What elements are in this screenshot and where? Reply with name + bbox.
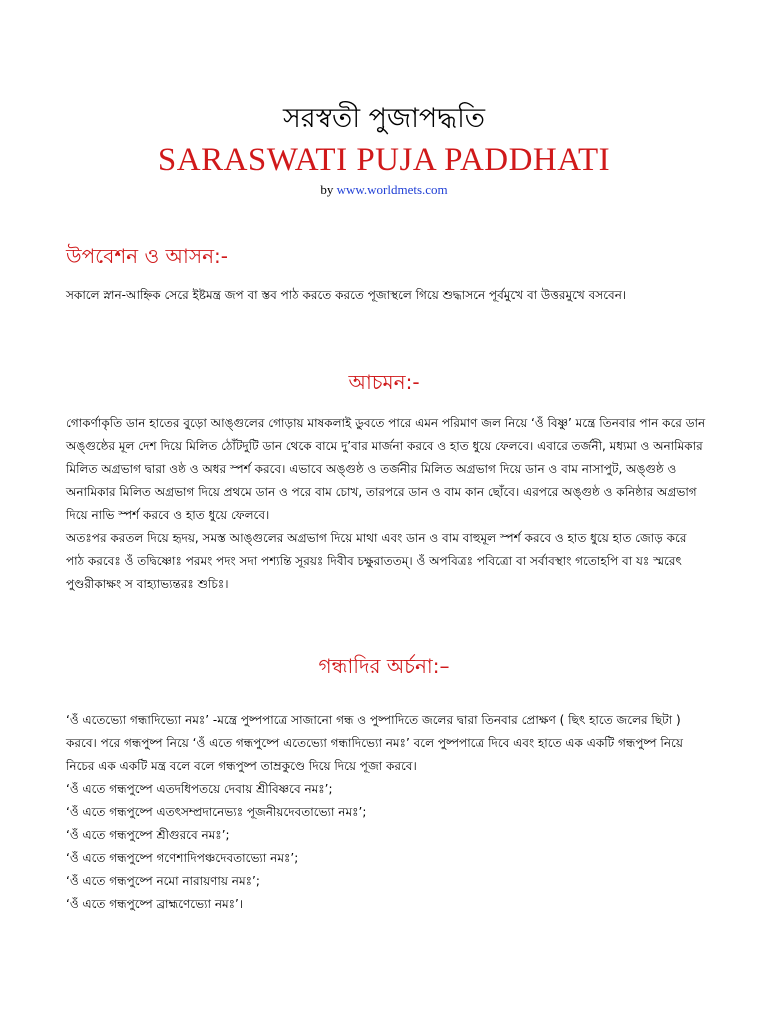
mantra-line: ‘ওঁ এতে গন্ধপুষ্পে গণেশাদিপঞ্চদেবতাভ্যো নমঃ’; xyxy=(66,851,299,865)
paragraph: ‘ওঁ এতেভ্যো গন্ধাদিভ্যো নমঃ’ -মন্ত্রে পুষ্পপাত্রে সাজানো গন্ধ ও পুষ্পাদিতে জলের দ্বারা তিনবার প্রোক্ষণ ( ছিৎ হাতে জলের ছিটা ) করবে। পরে গন্ধপুষ্প নিয়ে ‘ওঁ এতে গন্ধপুষ্পে এতেভ্যো গন্ধাদিভ্যো নমঃ’ বলে পুষ্পপাত্রে দিবে এবং হাতে এক একটি গন্ধপুষ্প নিয়ে নিচের এক একটি মন্ত্র বলে বলে গন্ধপুষ্প তাম্রকুণ্ডে দিয়ে দিয়ে পূজা করবে। xyxy=(66,713,683,773)
mantra-line: ‘ওঁ এতে গন্ধপুষ্পে এতদধিপতয়ে দেবায় শ্রীবিষ্ণবে নমঃ’; xyxy=(66,782,333,796)
section-heading-achaman: আচমন:- xyxy=(348,370,420,394)
mantra-line: ‘ওঁ এতে গন্ধপুষ্পে এতৎসম্প্রদানেভ্যঃ পূজনীয়দেবতাভ্যো নমঃ’; xyxy=(66,805,367,819)
paragraph: গোকর্ণাকৃতি ডান হাতের বুড়ো আঙ্গুলের গোড়ায় মাষকলাই ডুবতে পারে এমন পরিমাণ জল নিয়ে ‘ওঁ বিষ্ণু’ মন্ত্রে তিনবার পান করে ডান অঙ্গুষ্ঠের মূল দেশ দিয়ে মিলিত ঠোঁটদুটি ডান থেকে বামে দু’বার মার্জনা করবে ও হাত ধুয়ে ফেলবে। এবারে তর্জনী, মধ্যমা ও অনামিকার মিলিত অগ্রভাগ দ্বারা ওষ্ঠ ও অধর স্পর্শ করবে। এভাবে অঙ্গুষ্ঠ ও তর্জনীর মিলিত অগ্রভাগ দিয়ে ডান ও বাম নাসাপুট, অঙ্গুষ্ঠ ও অনামিকার মিলিত অগ্রভাগ দিয়ে প্রথমে ডান ও পরে বাম চোখ, তারপরে ডান ও বাম কান ছোঁবে। এরপরে অঙ্গুষ্ঠ ও কনিষ্ঠার অগ্রভাগ দিয়ে নাভি স্পর্শ করবে ও হাত ধুয়ে ফেলবে। xyxy=(66,416,706,522)
mantra-line: ‘ওঁ এতে গন্ধপুষ্পে ব্রাহ্মণেভ্যো নমঃ’। xyxy=(66,897,244,911)
page-title-bengali: সরস্বতী পুজাপদ্ধতি xyxy=(282,103,486,134)
paragraph: অতঃপর করতল দিয়ে হৃদয়, সমস্ত আঙ্গুলের অগ্রভাগ দিয়ে মাথা এবং ডান ও বাম বাহুমূল স্পর্শ করবে ও হাত ধুয়ে হাত জোড় করে পাঠ করবেঃ ওঁ তদ্বিষ্ণোঃ পরমং পদং সদা পশ্যন্তি সূরয়ঃ দিবীব চক্ষুরাততম্‌। ওঁ অপবিত্রঃ পবিত্রো বা সর্বাবস্থাং গতোহপি বা যঃ স্মরেৎ পুণ্ডরীকাক্ষং স বাহ্যাভ্যন্তরঃ শুচিঃ। xyxy=(66,531,687,591)
paragraph: সকালে স্নান-আহ্নিক সেরে ইষ্টমন্ত্র জপ বা স্তব পাঠ করতে করতে পূজাস্থলে গিয়ে শুদ্ধাসনে পূর্বমুখে বা উত্তরমুখে বসবেন। xyxy=(66,288,627,302)
website-link[interactable]: www.worldmets.com xyxy=(336,182,448,197)
mantra-line: ‘ওঁ এতে গন্ধপুষ্পে নমো নারায়ণায় নমঃ’; xyxy=(66,874,260,888)
section-body-gandhadi xyxy=(66,709,706,916)
byline-prefix: by xyxy=(320,182,334,197)
section-heading-seating: উপবেশন ও আসন:- xyxy=(66,244,228,268)
section-body-seating xyxy=(66,284,706,307)
byline xyxy=(0,182,768,198)
mantra-line: ‘ওঁ এতে গন্ধপুষ্পে শ্রীগুরবে নমঃ’; xyxy=(66,828,230,842)
page-title-english: SARASWATI PUJA PADDHATI xyxy=(157,142,611,178)
section-body-achaman xyxy=(66,412,706,596)
section-heading-gandhadi: গন্ধাদির অর্চনা:– xyxy=(318,654,450,678)
